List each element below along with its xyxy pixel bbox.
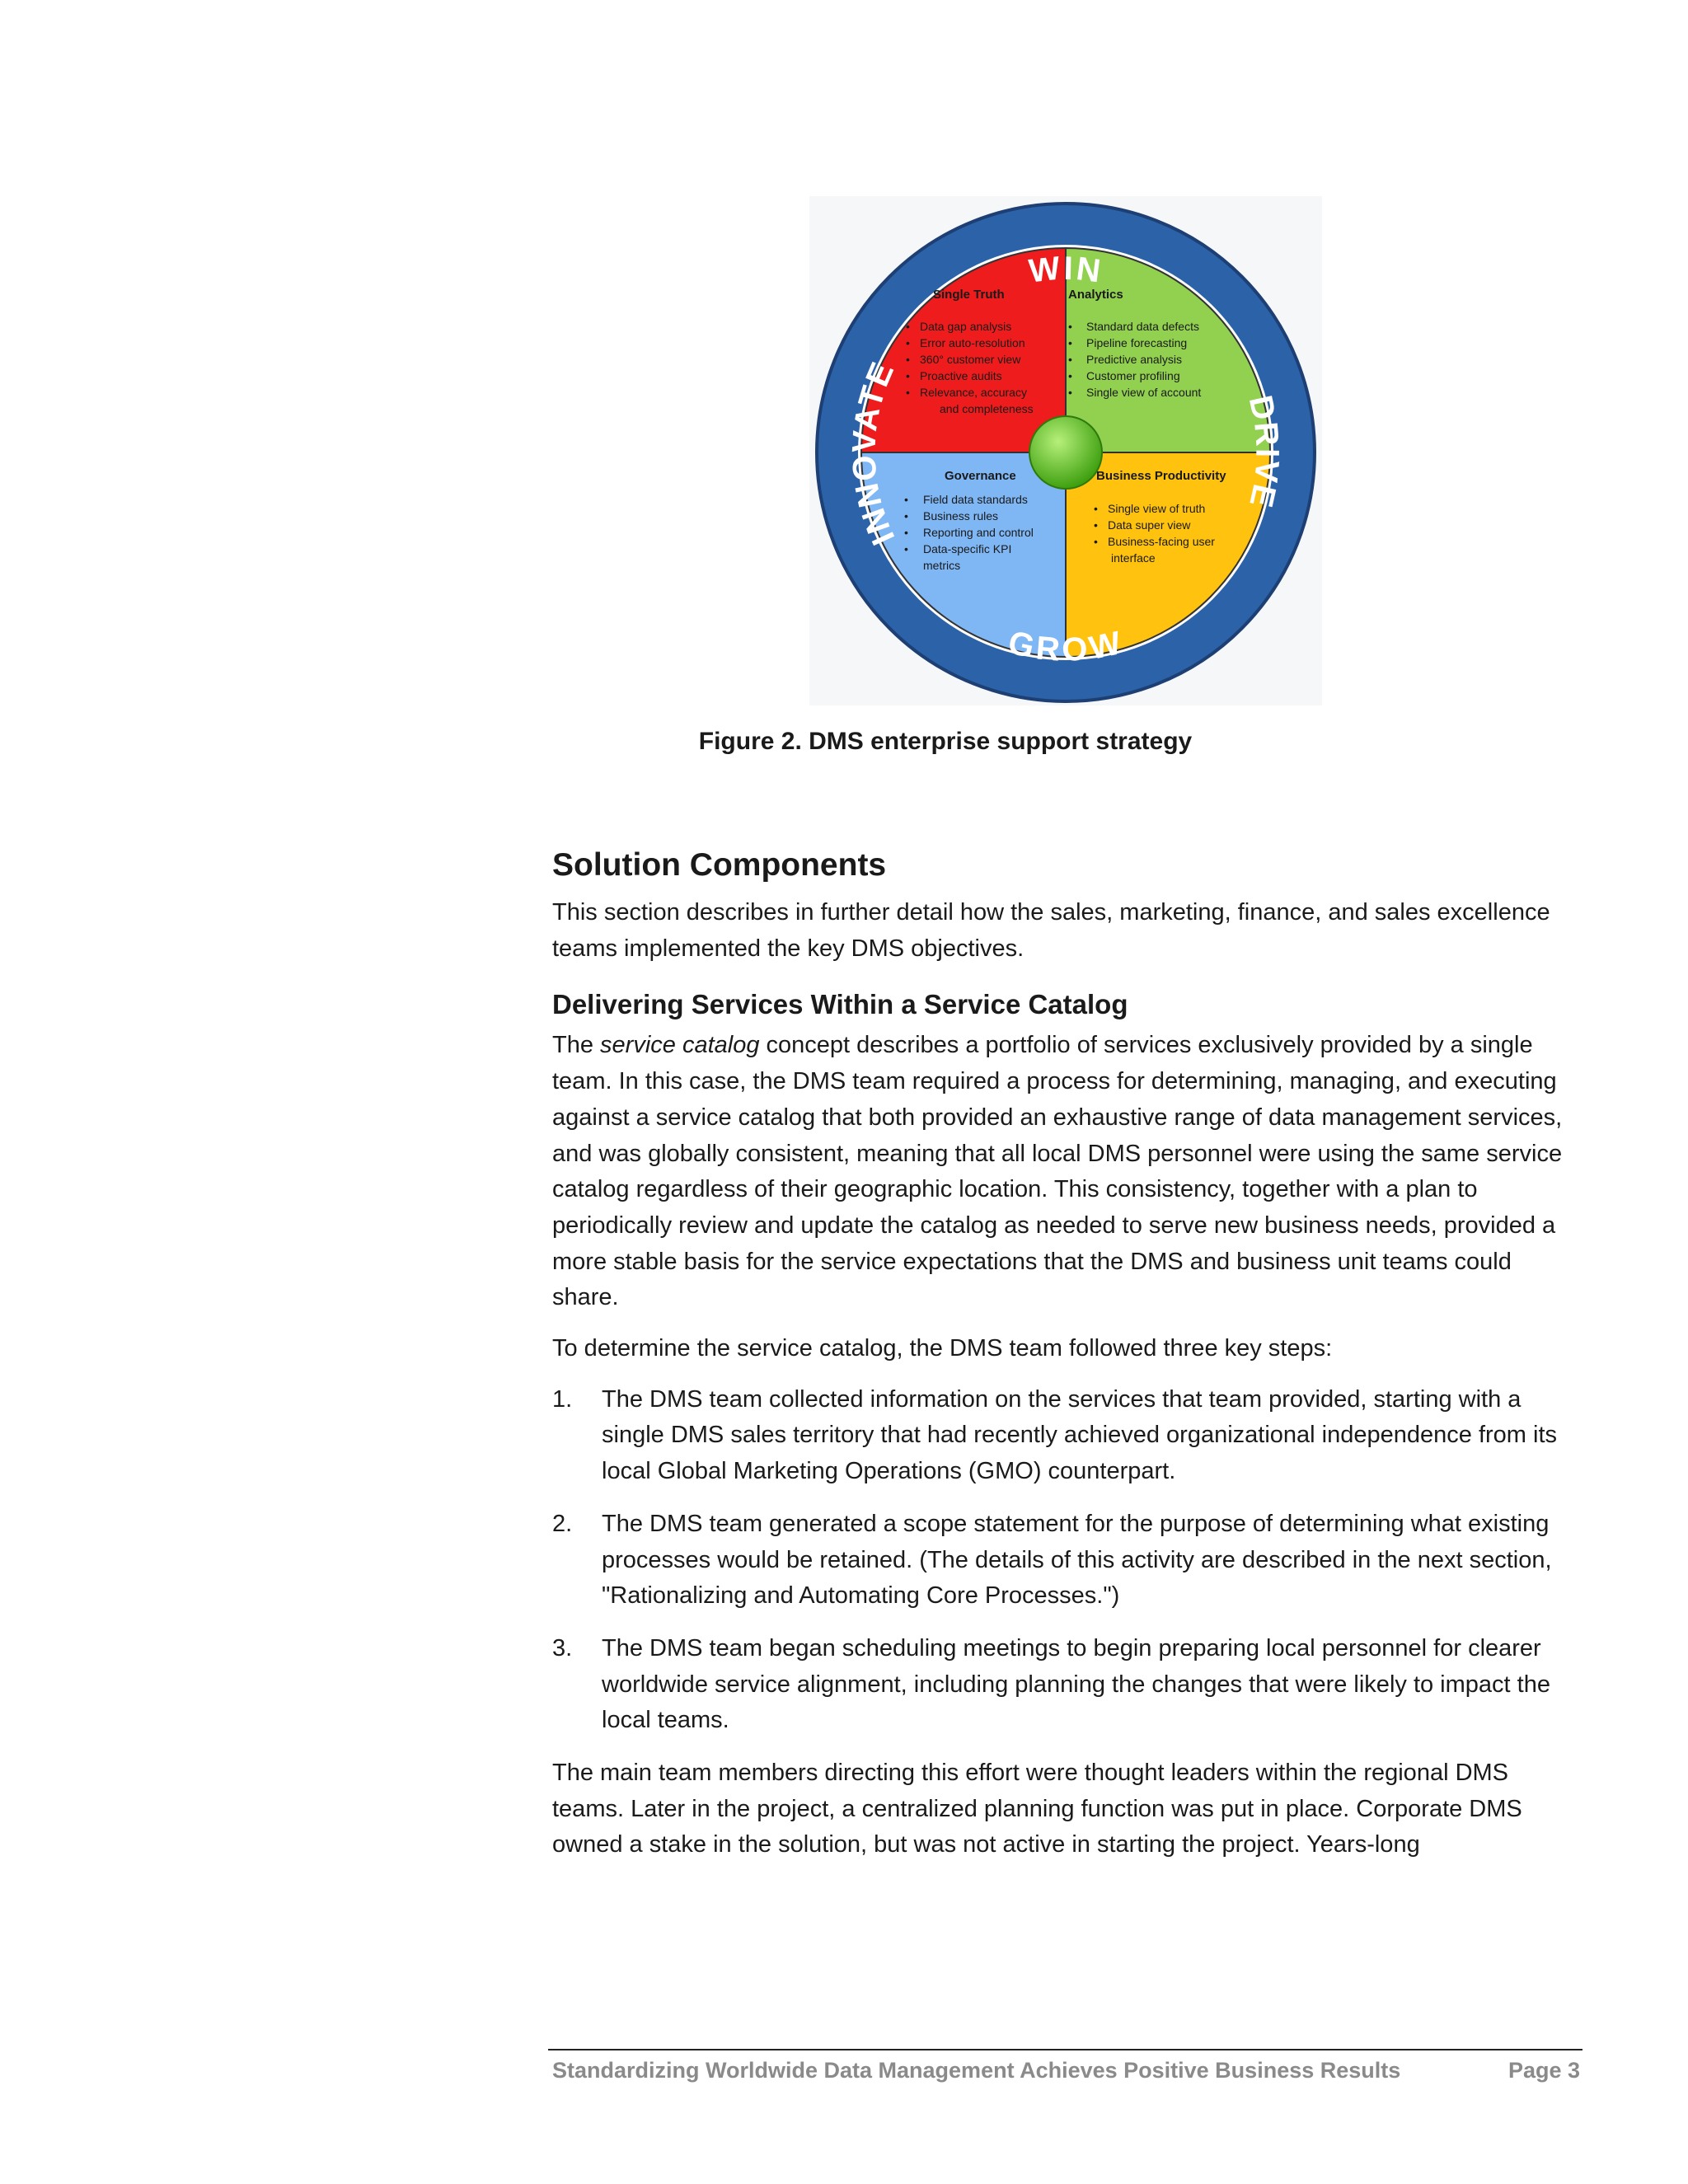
- list-item: [552, 1631, 1582, 1739]
- page-footer: [552, 2058, 1582, 2083]
- page-number: Page 3: [1507, 2058, 1580, 2083]
- list-item: [552, 1507, 1582, 1615]
- svg-text:•: •: [1068, 320, 1072, 333]
- figure-caption: Figure 2. DMS enterprise support strategy: [698, 728, 1193, 755]
- list-item: Data-specific KPI: [923, 542, 1012, 555]
- list-item: Reporting and control: [923, 526, 1034, 539]
- center-circle: [1029, 416, 1102, 489]
- step-number: 3.: [552, 1634, 573, 1661]
- step-number: 2.: [552, 1510, 573, 1537]
- list-item: Data gap analysis: [920, 320, 1012, 333]
- quadrant-title: Single Truth: [933, 288, 1005, 302]
- list-item: metrics: [923, 559, 961, 572]
- list-item: and completeness: [940, 402, 1034, 415]
- section-intro: This section describes in further detail how the sales, marketing, finance, and sales excellence teams implemented the key DMS objectives.: [552, 899, 1550, 962]
- step-number: 1.: [552, 1385, 573, 1413]
- list-item: Customer profiling: [1086, 369, 1180, 382]
- list-item: Single view of truth: [1108, 502, 1206, 515]
- list-item: 360° customer view: [920, 353, 1021, 366]
- list-item: Field data standards: [923, 493, 1028, 506]
- list-item: Relevance, accuracy: [920, 386, 1027, 399]
- svg-text:•: •: [904, 493, 908, 506]
- service-catalog-paragraph: The service catalog concept describes a portfolio of services exclusively provided by a single team. In this case, the DMS team required a process for determining, managing, and executing against a service catalog that both provided an exhaustive range of data management services, and was globally consistent, meaning that all local DMS personnel were using the same service catalog regardless of their geographic location. This consistency, together with a plan to periodically review and update the catalog as needed to serve new business needs, provided a more stable basis for the service expectations that the DMS and business unit teams could share.: [552, 1032, 1563, 1311]
- section-title: Solution Components: [552, 847, 887, 883]
- svg-text:•: •: [1068, 336, 1072, 349]
- step-text: The DMS team generated a scope statement for the purpose of determining what existing processes would be retained. (The details of this activity are described in the next section, "Rationalizing and Automating Core Processes."): [602, 1510, 1552, 1610]
- svg-text:•: •: [906, 336, 910, 349]
- svg-text:•: •: [906, 369, 910, 382]
- strategy-wheel: [809, 196, 1322, 705]
- svg-text:•: •: [1094, 518, 1098, 532]
- list-item: Single view of account: [1086, 386, 1202, 399]
- quadrant-title: Analytics: [1068, 288, 1123, 302]
- list-item: Data super view: [1108, 518, 1191, 532]
- main-content: [552, 844, 1582, 1878]
- svg-text:•: •: [906, 320, 910, 333]
- steps-intro: To determine the service catalog, the DMS team followed three key steps:: [552, 1335, 1333, 1362]
- list-item: Standard data defects: [1086, 320, 1199, 333]
- svg-text:•: •: [904, 509, 908, 523]
- footer-title: Standardizing Worldwide Data Management Achieves Positive Business Results: [552, 2058, 1401, 2083]
- svg-text:•: •: [1068, 353, 1072, 366]
- svg-text:•: •: [1094, 535, 1098, 548]
- svg-text:•: •: [1068, 369, 1072, 382]
- svg-text:•: •: [1094, 502, 1098, 515]
- footer-divider: [548, 2049, 1582, 2050]
- list-item: [552, 1382, 1582, 1490]
- list-item: Business-facing user: [1108, 535, 1215, 548]
- service-catalog-term: service catalog: [600, 1032, 760, 1059]
- list-item: Predictive analysis: [1086, 353, 1182, 366]
- bullet-list: [1068, 320, 1201, 399]
- list-item: Error auto-resolution: [920, 336, 1025, 349]
- list-item: Proactive audits: [920, 369, 1002, 382]
- quadrant-title: Governance: [945, 469, 1016, 483]
- svg-text:•: •: [904, 542, 908, 555]
- ring-label-left: INNOVATE: [846, 354, 903, 551]
- svg-text:•: •: [1068, 386, 1072, 399]
- step-text: The DMS team began scheduling meetings to begin preparing local personnel for clearer worldwide service alignment, including planning the changes that were likely to impact the local teams.: [602, 1634, 1550, 1734]
- svg-text:•: •: [906, 353, 910, 366]
- svg-text:•: •: [906, 386, 910, 399]
- subsection-title: Delivering Services Within a Service Catalog: [552, 989, 1128, 1020]
- ring-label-right: DRIVE: [1241, 391, 1286, 513]
- steps-list: [552, 1382, 1582, 1739]
- quadrant-title: Business Productivity: [1096, 469, 1226, 483]
- strategy-figure: [809, 196, 1322, 705]
- team-paragraph: The main team members directing this effort were thought leaders within the regional DMS teams. Later in the project, a centralized planning function was put in place. Corporate DMS owned a stake in the solution, but was not active in starting the project. Years-long: [552, 1760, 1522, 1858]
- list-item: Pipeline forecasting: [1086, 336, 1188, 349]
- list-item: interface: [1111, 551, 1156, 565]
- svg-text:•: •: [904, 526, 908, 539]
- step-text: The DMS team collected information on the services that team provided, starting with a single DMS sales territory that had recently achieved organizational independence from its local Global Marketing Operations (GMO) counterpart.: [602, 1385, 1558, 1485]
- ring-label-bottom: GROW: [1005, 624, 1127, 669]
- ring-label-top: WIN: [1027, 250, 1105, 290]
- list-item: Business rules: [923, 509, 999, 523]
